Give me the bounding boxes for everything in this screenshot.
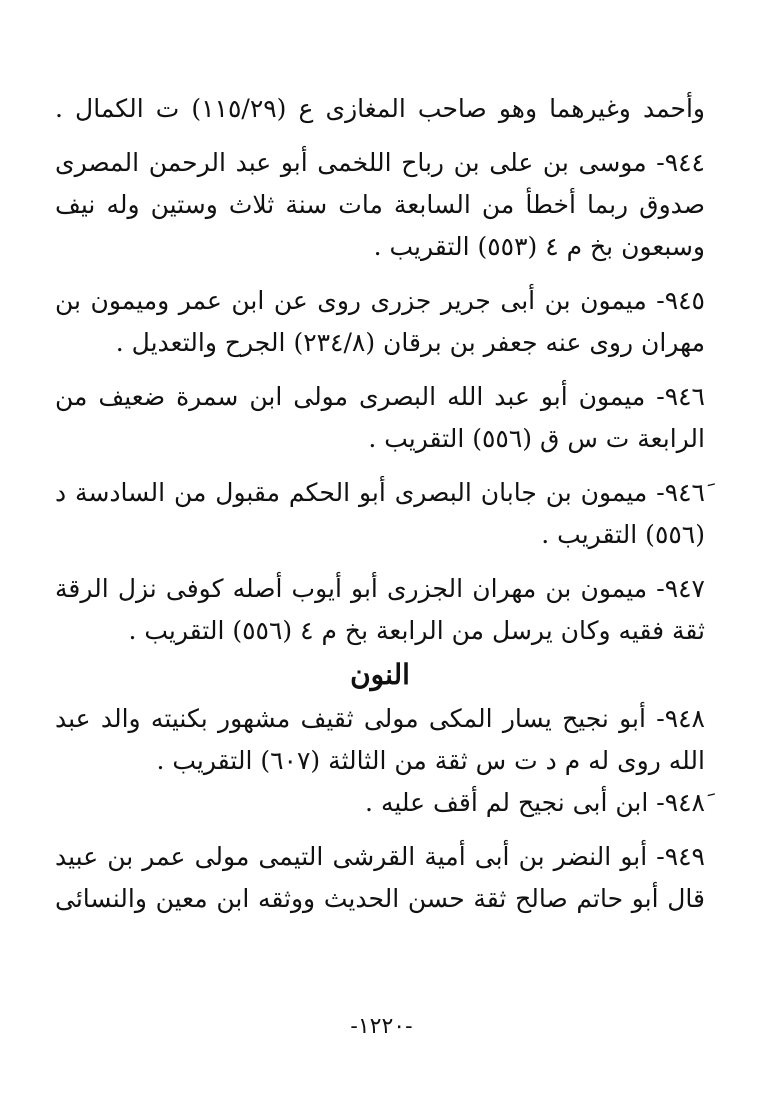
- section-heading: النون: [350, 658, 410, 691]
- text-line: وأحمد وغيرهما وهو صاحب المغازى ع (١١٥/٢٩) ت الكمال .: [55, 94, 705, 123]
- entry-946b-line: ٩٤٦َ- ميمون بن جابان البصرى أبو الحكم مقبول من السادسة د: [55, 478, 705, 507]
- text-line: الله روى له م د ت س ثقة من الثالثة (٦٠٧) التقريب .: [156, 746, 705, 775]
- entry-948-line: ٩٤٨- أبو نجيح يسار المكى مولى ثقيف مشهور بكنيته والد عبد: [55, 704, 705, 733]
- text-line: صدوق ربما أخطأ من السابعة مات سنة ثلاث وستين وله نيف: [55, 190, 705, 219]
- text-line: قال أبو حاتم صالح ثقة حسن الحديث ووثقه ابن معين والنسائى: [55, 884, 705, 913]
- entry-946-line: ٩٤٦- ميمون أبو عبد الله البصرى مولى ابن سمرة ضعيف من: [55, 382, 705, 411]
- entry-949-line: ٩٤٩- أبو النضر بن أبى أمية القرشى التيمى مولى عمر بن عبيد: [55, 842, 705, 871]
- entry-944-line: ٩٤٤- موسى بن على بن رباح اللخمى أبو عبد الرحمن المصرى: [55, 148, 705, 177]
- text-line: ثقة فقيه وكان يرسل من الرابعة بخ م ٤ (٥٥٦) التقريب .: [128, 616, 705, 645]
- text-line: (٥٥٦) التقريب .: [541, 520, 705, 549]
- entry-948b-line: ٩٤٨َ- ابن أبى نجيح لم أقف عليه .: [365, 788, 705, 817]
- text-line: الرابعة ت س ق (٥٥٦) التقريب .: [368, 424, 705, 453]
- entry-945-line: ٩٤٥- ميمون بن أبى جرير جزرى روى عن ابن عمر وميمون بن: [55, 286, 705, 315]
- body-text: [55, 88, 705, 920]
- text-line: مهران روى عنه جعفر بن برقان (٢٣٤/٨) الجرح والتعديل .: [115, 328, 705, 357]
- text-line: وسبعون بخ م ٤ (٥٥٣) التقريب .: [373, 232, 705, 261]
- entry-947-line: ٩٤٧- ميمون بن مهران الجزرى أبو أيوب أصله كوفى نزل الرقة: [55, 574, 705, 603]
- page-number: -١٢٢٠-: [350, 1014, 413, 1039]
